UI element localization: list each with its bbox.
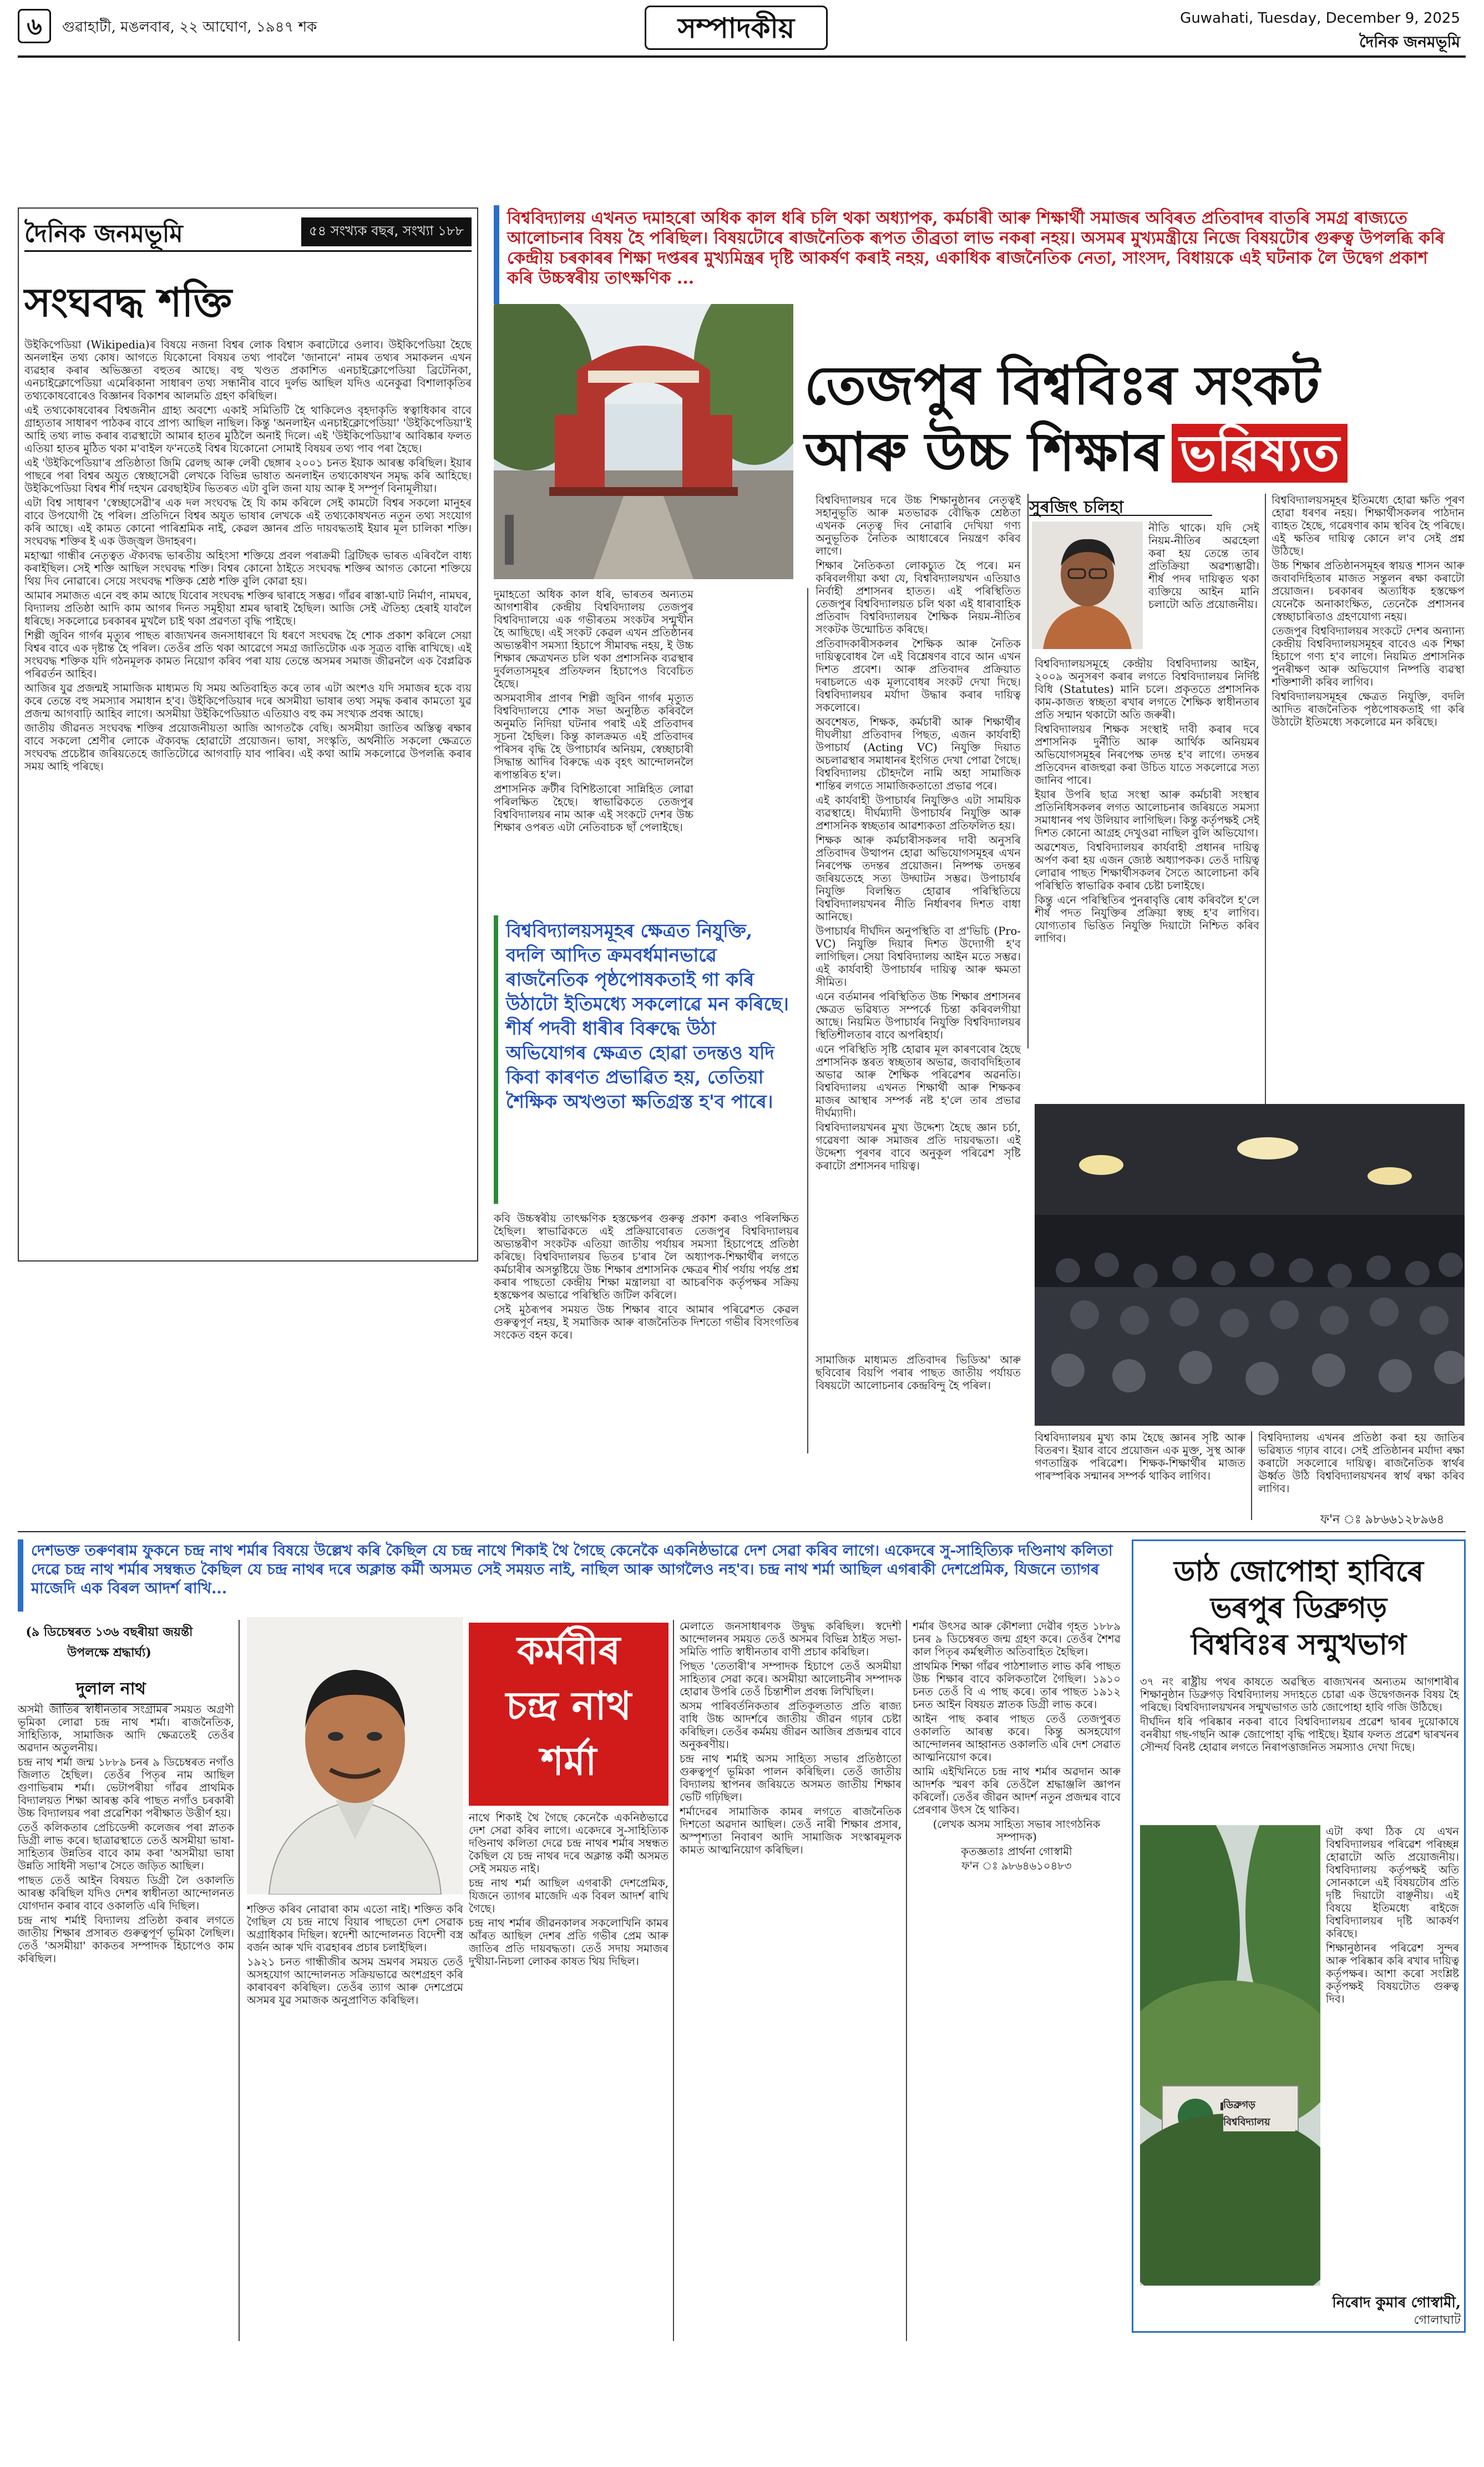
lead-paragraph: অসমবাসীৰ প্ৰাণৰ শিল্পী জুবিন গাৰ্গৰ মৃত্যুত বিশ্ববিদ্যালয়ে শোক সভা অনুষ্ঠিত কৰিবলৈ অনুমতি নিদিয়া ঘটনাৰ পৰাই এই প্ৰতিবাদৰ সূচনা হৈছিল। কিন্তু কালক্ৰমত এই প্ৰতিবাদৰ পৰিসৰ বৃদ্ধি হৈ উপাচাৰ্যৰ অনিয়ম, স্বেচ্ছাচাৰী সিদ্ধান্ত আদিৰ বিৰুদ্ধে এক বৃহৎ আন্দোলনলৈ ৰূপান্তৰিত হ'ল। <box>494 692 693 781</box>
lead-paragraph: বিশ্ববিদ্যালয়সমূহৰ ক্ষেত্ৰত নিযুক্তি, বদলি আদিত ৰাজনৈতিক পৃষ্ঠপোষকতাই গা কৰি উঠাটো ইতিমধ্যে সকলোৱে মন কৰিছে। <box>1272 690 1465 728</box>
lead-column-1c <box>494 1212 799 1456</box>
gate-sign-text: ডিব্ৰুগড় বিশ্ববিদ্যালয় <box>1223 2097 1295 2131</box>
pull-quote <box>494 915 799 1204</box>
lead-column-4 <box>1272 494 1465 1093</box>
feature-paragraph: পাছত তেওঁ আইন বিষয়ত ডিগ্ৰী লৈ ওকালতি আৰম্ভ কৰিছিল যদিও দেশৰ স্বাধীনতা আন্দোলনত যোগদান কৰাৰ বাবে ওকালতি এৰি দিছিল। <box>18 1874 234 1912</box>
lead-paragraph: দুমাহতো অধিক কাল ধৰি, ভাৰতৰ অন্যতম আগশাৰীৰ কেন্দ্ৰীয় বিশ্ববিদ্যালয় তেজপুৰ বিশ্ববিদ্যালয়ে এক গভীৰতম সংকটৰ সন্মুখীন হৈ আছিছে। এই সংকট কেৱল এখন প্ৰতিষ্ঠানৰ অভ্যন্তৰীণ সমস্যা হিচাপে সীমাবদ্ধ নহয়, ই উচ্চ শিক্ষাৰ ক্ষেত্ৰখনত চলি থকা প্ৰশাসনিক ব্যৱস্থাৰ দুৰ্বলতাসমূহৰ প্ৰতিফলন হিচাপেও বিবেচিত হৈছে। <box>494 588 693 690</box>
lead-paragraph: প্ৰতিবাদকাৰীসকলৰ শৈক্ষিক আৰু নৈতিক দায়িত্ববোধৰ লৈ এই বিশ্লেষণৰ বাবে আন এখন দিশত প্ৰবেশ। আৰু প্ৰতিবাদৰ প্ৰক্ৰিয়াত দৰাচলতে এক মূল্যবোধৰ সংকট দেখা দিছে। বিশ্ববিদ্যালয়ৰ মৰ্যাদা উদ্ধাৰ কৰাৰ দায়িত্ব সকলোৰে। <box>816 637 1021 714</box>
page-number-box: ৬ <box>18 9 51 43</box>
feature-column-4 <box>680 1620 901 2341</box>
lead-column-1 <box>494 588 693 910</box>
date-line-english: Guwahati, Tuesday, December 9, 2025 <box>1180 10 1460 27</box>
lead-paragraph: উচ্চ শিক্ষাৰ প্ৰতিষ্ঠানসমূহৰ স্বায়ত্ত শাসন আৰু জবাবদিহিতাৰ মাজত সন্তুলন ৰক্ষা কৰাটো প্ৰয়োজন। চৰকাৰৰ অত্যধিক হস্তক্ষেপ যেনেকৈ অনাকাংক্ষিত, তেনেকৈ প্ৰশাসনৰ স্বেচ্ছাচাৰিতাও গ্ৰহণযোগ্য নহয়। <box>1272 559 1465 623</box>
feature-paragraph: চন্দ্ৰ নাথ শৰ্মাই অসম সাহিত্য সভাৰ প্ৰতিষ্ঠাতো গুৰুত্বপূৰ্ণ ভূমিকা পালন কৰিছিল। তেওঁ জাতীয় বিদ্যালয় স্থাপনৰ জৰিয়তে অসমত জাতীয় শিক্ষাৰ ভেটি গঢ়িছিল। <box>680 1752 901 1804</box>
section-title: সম্পাদকীয় <box>645 6 828 50</box>
feature-paragraph: আমি এইখিনিতে চন্দ্ৰ নাথ শৰ্মাৰ অৱদান আৰু আদৰ্শক স্মৰণ কৰি তেওঁলৈ শ্ৰদ্ধাঞ্জলি জ্ঞাপন কৰিলোঁ। তেওঁৰ জীৱন আদৰ্শ নতুন প্ৰজন্মৰ বাবে প্ৰেৰণাৰ উৎস হৈ থাকিব। <box>913 1765 1121 1816</box>
editorial-paragraph: এই 'উইকিপেডিয়া'ৰ প্ৰতিষ্ঠাতা জিমি ৱেলছ আৰু লেৰী ছেঙ্গাৰ ২০০১ চনত ইয়াক আৰম্ভ কৰিছিল। ইয়াৰ পাছৰে পৰা বিশ্বৰ অযুত স্বেচ্ছাসেৱী লেখকে বিভিন্ন ভাষাত অনলাইন তথ্যকোষখন সমৃদ্ধ কৰি আহিছে। উইকিপেডিয়া বিশ্বৰ শীৰ্ষ দহখন ৱেবছাইটৰ ভিতৰত এটা বুলি জনা যায় আৰু ই সম্পূৰ্ণ বিনামূলীয়া। <box>24 457 472 495</box>
feature-title-block <box>469 1623 668 1806</box>
feature-column-5 <box>913 1620 1121 2286</box>
sidebar-title-line1: ডাঠ জোপোহা হাবিৰে <box>1173 1554 1424 1588</box>
masthead-paper-name: দৈনিক জনমভূমি <box>24 220 183 248</box>
feature-paragraph: পিছত 'তেতাৰী'ৰ সম্পাদক হিচাপে তেওঁ অসমীয়া সাহিত্যৰ সেৱা কৰে। অসমীয়া আলোচনীৰ সম্পাদক হোৱাৰ উপৰি তেওঁ চিন্তাশীল প্ৰবন্ধ লিখিছিল। <box>680 1660 901 1698</box>
editorial-paragraph: শিল্পী জুবিন গাৰ্গৰ মৃত্যুৰ পাছত ৰাজ্যখনৰ জনসাধাৰণে যি ধৰণে সংঘবদ্ধ হৈ শোক প্ৰকাশ কৰিলে সেয়া বিশ্বৰ বাবে এক দৃষ্টান্ত হৈ পৰিল। তেওঁৰ প্ৰতি থকা আৱেগে সমগ্ৰ জাতিটোক এক সূত্ৰত বান্ধি ৰাখিছে। এই সংঘবদ্ধ শক্তিক যদি গঠনমূলক কামত নিয়োগ কৰিব পৰা যায় তেন্তে অসমৰ সমাজ জীৱনলৈ এক বৈপ্লৱিক পৰিৱৰ্তন আহিব। <box>24 629 472 680</box>
lead-paragraph: বিশ্ববিদ্যালয়সমূহৰ ইতিমধ্যে হোৱা ক্ষতি পূৰণ হোৱা ধৰণৰ নহয়। শিক্ষাৰ্থীসকলৰ পাঠদান ব্যাহত হৈছে, গৱেষণাৰ কাম স্থবিৰ হৈ পৰিছে। এই ক্ষতিৰ দায়িত্ব কোনে ল'ব সেই প্ৰশ্ন উঠিছে। <box>1272 494 1465 558</box>
feature-author: দুলাল নাথ <box>50 1675 172 1705</box>
lead-paragraph: কিন্তু এনে পৰিস্থিতিৰ পুনৰাবৃত্তি ৰোধ কৰিবলৈ হ'লে শীৰ্ষ পদত নিযুক্তিৰ প্ৰক্ৰিয়া স্বচ্ছ হ'ব লাগিব। যোগ্যতাৰ ভিত্তিত নিযুক্তি দিয়াটো নিশ্চিত কৰিব লাগিব। <box>1035 894 1259 945</box>
header-paper-name: দৈনিক জনমভূমি <box>1359 33 1460 51</box>
lead-column-1b <box>702 588 791 599</box>
editorial-paragraph: এই তথ্যকোষবোৰৰ বিশ্বজনীন গ্ৰাহ্য অবশ্যে একাই সমিতিটি হৈ থাকিলেও বৃহদাকৃতি স্বত্বাধিকাৰ বাবে গ্ৰাহ্যতাৰ সাধাৰণ পাঠকৰ বাবে প্ৰাপ্য আছিল নাছিল। কিন্তু 'অনলাইন এনচাইক্লোপেডিয়া' 'উইকিপেডিয়া'ই আহি তথ্য লাভ কৰাৰ ব্যৱস্থাটো আমাৰ হাতৰ মুঠিলৈ অনাই দিলে। এই 'উইকিপেডিয়া'ৰ আবিষ্কাৰ ফলত এতিয়া হাতৰ মুঠিত থকা ম'বাইল ফ'নতেই বিশ্বৰ যিকোনো সোমাই বিষয়ৰ তথ্য পাব পৰা হৈছে। <box>24 404 472 455</box>
feature-title-line3: শৰ্মা <box>540 1738 597 1784</box>
lead-paragraph: শিক্ষক আৰু কৰ্মচাৰীসকলৰ দাবী অনুসৰি প্ৰতিবাদৰ উত্থাপন হোৱা অভিযোগসমূহৰ এখন নিৰপেক্ষ তদন্তৰ প্ৰয়োজন। নিষ্পক্ষ তদন্তৰ জৰিয়তেহে সত্য উদ্ঘাটন সম্ভৱ। উপাচাৰ্যৰ নিযুক্তি বিলম্বিত হোৱাৰ পৰিস্থিতিয়ে বিশ্ববিদ্যালয়খনৰ নীতি নিৰ্ধাৰণৰ দিশত বাধা আনিছে। <box>816 834 1021 923</box>
sidebar-title-line3: বিশ্ববিঃৰ সন্মুখভাগ <box>1191 1628 1407 1661</box>
lead-paragraph: বিশ্ববিদ্যালয়সমূহে কেন্দ্ৰীয় বিশ্ববিদ্যালয় আইন, ২০০৯ অনুসৰণ কৰাৰ লগতে বিশ্ববিদ্যালয়ৰ নিৰ্দিষ্ট বিধি (Statutes) মানি চলে। প্ৰকৃততে প্ৰশাসনিক কাম-কাজত স্বচ্ছতা ৰখাৰ লগতে শৈক্ষিক স্বাধীনতাৰ প্ৰতি সন্মান থকাটো অতি জৰুৰী। <box>1035 657 1259 721</box>
lead-paragraph: সেই মুঠৰূপৰ সময়ত উচ্চ শিক্ষাৰ বাবে আমাৰ পৰিৱেশত কেৱল গুৰুত্বপূৰ্ণ নহয়, ই সমাজিক আৰু ৰাজনৈতিক দিশতো গভীৰ বিসংগতিৰ সংকেত বহন কৰে। <box>494 1303 799 1341</box>
lead-paragraph: এই কাৰ্যবাহী উপাচাৰ্যৰ নিযুক্তিও এটা সাময়িক ব্যৱস্থাহে। দীৰ্ঘম্যাদী উপাচাৰ্যৰ নিযুক্তি আৰু প্ৰশাসনিক স্বচ্ছতাৰ আৱশ্যকতা প্ৰতিফলিত হয়। <box>816 794 1021 832</box>
dibrugarh-university-gate-photo <box>1140 1825 1320 2286</box>
feature-paragraph: শৰ্মাৰ উৎসৱ আৰু কৌশল্যা দেৱীৰ গৃহত ১৮৮৯ চনৰ ৯ ডিচেম্বৰত জন্ম গ্ৰহণ কৰে। তেওঁৰ শৈশৱ কাল পিতৃৰ কৰ্মস্থলীত অতিবাহিত হৈছিল। <box>913 1620 1121 1658</box>
feature-paragraph: ১৯২১ চনত গান্ধীজীৰ অসম ভ্ৰমণৰ সময়ত তেওঁ অসহযোগ আন্দোলনত সক্ৰিয়ভাৱে অংশগ্ৰহণ কৰি কাৰাবৰণ কৰিছিল। তেওঁৰ ত্যাগ আৰু দেশপ্ৰেমে অসমৰ যুৱ সমাজক অনুপ্ৰাণিত কৰিছিল। <box>247 1956 463 2007</box>
feature-phone: ফ'ন ঃ ৯৮৬৪৬১০৪৮৩ <box>961 1860 1072 1872</box>
lead-paragraph: বিশ্ববিদ্যালয়ৰ দৰে উচ্চ শিক্ষানুষ্ঠানৰ নেতৃত্বই সহানুভূতি আৰু মতভাৱক বৌদ্ধিক শ্ৰেষ্ঠতা এখনক নেতৃত্ব দিব নোৱাৰি দেখিয়া গণ্য অনুভূতিক নৈতিক আধাৰেৰে নিয়ন্ত্ৰণ কৰিব লাগে। <box>816 494 1021 558</box>
feature-intro-text: দেশভক্ত তৰুণৰাম ফুকনে চন্দ্ৰ নাথ শৰ্মাৰ বিষয়ে উল্লেখ কৰি কৈছিল যে চন্দ্ৰ নাথে শিকাই থৈ গৈছে কেনেকৈ একনিষ্ঠভাৱে দেশ সেৱা কৰিব লাগে। একেদৰে সু-সাহিত্যিক দণ্ডিনাথ কলিতা দেৱে চন্দ্ৰ নাথ শৰ্মাৰ সম্বন্ধত কৈছিল যে চন্দ্ৰ নাথৰ দৰে অক্লান্ত কৰ্মী অসমত সেই সময়ত নাই, নাছিল আৰু আগলৈও নহ'ব। চন্দ্ৰ নাথ শৰ্মা আছিল এগৰাকী দেশপ্ৰেমিক, যিজনে ত্যাগৰ মাজেদি এক বিৰল আদৰ্শ ৰাখি... <box>31 1542 1113 1597</box>
editorial-paragraph: জাতীয় জীৱনত সংঘবদ্ধ শক্তিৰ প্ৰয়োজনীয়তা আজি আগতকৈ বেছি। অসমীয়া জাতিৰ অস্তিত্ব ৰক্ষাৰ বাবে সকলো শ্ৰেণীৰ লোকে ঐক্যবদ্ধ হোৱাটো প্ৰয়োজন। ভাষা, সংস্কৃতি, অৰ্থনীতি সকলো ক্ষেত্ৰতে সংঘবদ্ধ প্ৰচেষ্টাৰ জৰিয়তেহে জাতিটোৱে আগবাঢ়ি যাব পাৰিব। এই কথা আমি সকলোৱে উপলব্ধি কৰাৰ সময় আহি পৰিছে। <box>24 722 472 773</box>
lead-intro-box <box>494 205 1465 310</box>
editorial-title: সংঘবদ্ধ শক্তি <box>24 278 232 326</box>
lead-paragraph: এনে বৰ্তমানৰ পৰিস্থিতিত উচ্চ শিক্ষাৰ প্ৰশাসনৰ ক্ষেত্ৰত ভৱিষ্যত সম্পৰ্কে চিন্তা কৰিবলগীয়া আছে। নিয়মিত উপাচাৰ্যৰ নিযুক্তি বিশ্ববিদ্যালয়ৰ স্থিতিশীলতাৰ বাবে অপৰিহাৰ্য। <box>816 990 1021 1041</box>
feature-paragraph: শৰ্মাদেৱৰ সামাজিক কামৰ লগতে ৰাজনৈতিক দিশতো অৱদান আছিল। তেওঁ নাৰী শিক্ষাৰ প্ৰসাৰ, অস্পৃশ্যতা নিবাৰণ আদি সামাজিক সংস্কাৰমূলক কামত আত্মনিয়োগ কৰিছিল। <box>680 1805 901 1856</box>
lead-phone: ফ'ন ঃ ৯৮৬৬১২৮৯৬৪ <box>1320 1513 1445 1527</box>
protest-photo <box>1035 1104 1465 1426</box>
feature-column-3 <box>469 1811 668 2341</box>
lead-paragraph: কবি উচ্চস্বৰীয় তাৎক্ষণিক হস্তক্ষেপৰ গুৰুত্ব প্ৰকাশ কৰাও পৰিলক্ষিত হৈছিল। স্বাভাৱিকতে এই প্ৰক্ৰিয়াবোৰত তেজপুৰ বিশ্ববিদ্যালয়ৰ অভ্যন্তৰীণ সংকটক এতিয়া জাতীয় পৰ্যায়ৰ সমস্যা হিচাপেহে প্ৰতিষ্ঠা কৰিছে। বিশ্ববিদ্যালয়ৰ ভিতৰ চ'ৰাৰ লৈ অধ্যাপক-শিক্ষাৰ্থীৰ লগতে কৰ্মচাৰীৰ অসন্তুষ্টিয়ে উচ্চ শিক্ষাৰ প্ৰশাসনিক ক্ষেত্ৰৰ শীৰ্ষ পৰ্যায় পৰ্যন্ত প্ৰশ্ন কৰাৰ পাছতো কেন্দ্ৰীয় শিক্ষা মন্ত্ৰালয়া বা আচৰণিক কৰ্তৃপক্ষৰ সক্ৰিয় হস্তক্ষেপৰ অভাৱে পৰিস্থিতি জটিল কৰিলে। <box>494 1212 799 1301</box>
lead-intro-text: বিশ্ববিদ্যালয় এখনত দমাহৰো অধিক কাল ধৰি চলি থকা অধ্যাপক, কৰ্মচাৰী আৰু শিক্ষাৰ্থী সমাজৰ অবিৰত প্ৰতিবাদৰ বাতৰি সমগ্ৰ ৰাজ্যতে আলোচনাৰ বিষয় হৈ পৰিছিল। বিষয়টোৰে ৰাজনৈতিক ৰূপত তীব্ৰতা লাভ নকৰা নহয়। অসমৰ মুখ্যমন্ত্ৰীয়ে নিজে বিষয়টোৰ গুৰুত্ব উপলব্ধি কৰি কেন্দ্ৰীয় চৰকাৰৰ শিক্ষা দপ্তৰৰ মুখ্যমিন্ত্ৰৰ দৃষ্টি আকৰ্ষণ কৰাই নহয়, একাধিক ৰাজনৈতিক নেতা, সাংসদ, বিধায়কে এই ঘটনাক লৈ উদ্বেগ প্ৰকাশ কৰি উচ্চস্বৰীয় তাৎক্ষণিক ... <box>507 209 1445 288</box>
sidebar-paragraph: ৩৭ নং ৰাষ্ট্ৰীয় পথৰ কাষতে অৱস্থিত ৰাজ্যখনৰ অন্যতম আগশাৰীৰ শিক্ষানুষ্ঠান ডিব্ৰুগড় বিশ্ববিদ্যালয় সদ্যহতে চোৱা এক উদ্বেগজনক বিষয় হৈ পৰিছে। বিশ্ববিদ্যালয়খনৰ সন্মুখভাগত ডাঠ জোপোহা হাবি গজি উঠিছে। <box>1140 1675 1459 1714</box>
lead-headline-part-a: আৰু উচ্চ শিক্ষাৰ <box>804 421 1163 483</box>
pull-quote-text: বিশ্ববিদ্যালয়সমূহৰ ক্ষেত্ৰত নিযুক্তি, বদলি আদিত ক্ৰমবৰ্ধমানভাৱে ৰাজনৈতিক পৃষ্ঠপোষকতাই গা কৰি উঠাটো ইতিমধ্যে সকলোৱে মন কৰিছে। শীৰ্ষ পদবী ধাৰীৰ বিৰুদ্ধে উঠা অভিযোগৰ ক্ষেত্ৰত হোৱা তদন্তও যদি কিবা কাৰণত প্ৰভাৱিত হয়, তেতিয়া শৈক্ষিক অখণ্ডতা ক্ষতিগ্ৰস্ত হ'ব পাৰে। <box>506 920 789 1112</box>
feature-intro-box <box>18 1539 1127 1612</box>
university-gate-photo <box>494 304 793 579</box>
masthead-volume: ৫৪ সংখ্যক বছৰ, সংখ্যা ১৮৮ <box>301 217 472 246</box>
lead-column-3b <box>1035 657 1259 1090</box>
lead-paragraph: অৱশেষত, বিশ্ববিদ্যালয়ৰ কাৰ্যবাহী প্ৰধানৰ দায়িত্ব অৰ্পণ কৰা হয় এজন জ্যেষ্ঠ অধ্যাপকক। তেওঁ দায়িত্ব লোৱাৰ পাছত শিক্ষাৰ্থীসকলৰ সৈতে আলোচনা কৰি পৰিস্থিতি স্বাভাৱিক কৰাৰ চেষ্টা চলাইছে। <box>1035 841 1259 892</box>
feature-paragraph: তেওঁ কলিকতাৰ প্ৰেচিডেন্সী কলেজৰ পৰা স্নাতক ডিগ্ৰী লাভ কৰে। ছাত্ৰাৱস্থাতে তেওঁ অসমীয়া ভাষা-সাহিত্যৰ উন্নতিৰ বাবে কাম কৰা 'অসমীয়া ভাষা উন্নতি সাধিনী সভা'ৰ সৈতে জড়িত আছিল। <box>18 1821 234 1872</box>
feature-paragraph: চন্দ্ৰ নাথ শৰ্মাৰ জীৱনকালৰ সকলোখিনি কামৰ আঁৰত আছিল দেশৰ প্ৰতি গভীৰ প্ৰেম আৰু জাতিৰ প্ৰতি দায়বদ্ধতা। তেওঁ সদায় সমাজৰ দুখীয়া-নিচলা লোকৰ কাষত থিয় দিছিল। <box>469 1917 668 1968</box>
lead-column-2-bottom <box>816 1354 1021 1456</box>
feature-column-1 <box>18 1703 234 2341</box>
feature-column-2 <box>247 1903 463 2341</box>
masthead <box>24 213 472 252</box>
lead-paragraph: নীতি থাকে। যদি সেই নিয়ম-নীতিৰ অৱহেলা কৰা হয় তেন্তে তাৰ প্ৰতিক্ৰিয়া অৱশ্যম্ভাৱী। শীৰ্ষ পদৰ দায়িত্বত থকা ব্যক্তিয়ে আইন মানি চলাটো অতি প্ৰয়োজনীয়। <box>1148 521 1259 611</box>
author-photo <box>1032 521 1143 649</box>
feature-title-line2: চন্দ্ৰ নাথ <box>505 1683 632 1729</box>
lead-byline <box>1029 494 1212 516</box>
lead-paragraph: শিক্ষাৰ নৈতিকতা লোকচ্যুত হৈ পৰে। মন কৰিবলগীয়া কথা যে, বিশ্ববিদ্যালয়খন এতিয়াও নিৰ্বাহী প্ৰশাসনৰ হাতত। এই পৰিস্থিতিত তেজপুৰ বিশ্ববিদ্যালয়ত চলি থকা এই ধাৰাবাহিক প্ৰতিবাদ বিশ্ববিদ্যালয়ৰ শৈক্ষিক নিয়ম-নীতিৰ সংকটক উন্মোচিত কৰিছে। <box>816 559 1021 636</box>
chandra-nath-sharma-portrait <box>247 1617 463 1894</box>
lead-column-2 <box>816 494 1021 1343</box>
feature-paragraph: আইন পাছ কৰাৰ পাছত তেওঁ তেজপুৰত ওকালতি আৰম্ভ কৰে। কিন্তু অসহযোগ আন্দোলনৰ আহ্বানত ওকালতি এৰি দেশ সেৱাত আত্মনিয়োগ কৰে। <box>913 1713 1121 1764</box>
editorial-paragraph: মহাত্মা গান্ধীৰ নেতৃত্বত ঐক্যবদ্ধ ভাৰতীয় অহিংসা শক্তিয়ে প্ৰবল পৰাক্ৰমী ব্ৰিটিছক ভাৰত এৰিবলৈ বাধ্য কৰাইছিল। সেই শক্তি আছিল সংঘবদ্ধ শক্তি। বিশ্বৰ কোনো ঠাইতে সংঘবদ্ধ শক্তিৰ আগত কোনো শক্তিয়ে থিয় দিব নোৱাৰে। সেয়ে সংঘবদ্ধ শক্তিক শ্ৰেষ্ঠ শক্তি বুলি কোৱা হয়। <box>24 549 472 587</box>
editorial-body <box>24 338 472 1254</box>
lead-paragraph: বিশ্ববিদ্যালয়ৰ মুখ্য কাম হৈছে জ্ঞানৰ সৃষ্টি আৰু বিতৰণ। ইয়াৰ বাবে প্ৰয়োজন এক মুক্ত, সুস্থ আৰু গণতান্ত্ৰিক পৰিৱেশ। শিক্ষক-শিক্ষাৰ্থীৰ মাজত পাৰস্পৰিক সন্মানৰ সম্পৰ্ক থাকিব লাগিব। <box>1035 1431 1245 1482</box>
editorial-paragraph: আজিৰ যুৱ প্ৰজন্মই সামাজিক মাধ্যমত যি সময় অতিবাহিত কৰে তাৰ এটা অংশও যদি সমাজৰ হকে ব্যয় কৰে তেন্তে বহু সমস্যাৰ সমাধান হ'ব। উইকিপেডিয়াৰ দৰে অসমীয়া ভাষাৰ তথ্য সমৃদ্ধ কৰাৰ কামতো যুৱ প্ৰজন্ম আগবাঢ়ি আহিব লাগে। অসমীয়া উইকিপেডিয়াত এতিয়াও বহু কম সংখ্যক প্ৰবন্ধ আছে। <box>24 682 472 720</box>
sidebar-signature-name: নিৰোদ কুমাৰ গোস্বামী, <box>1332 2294 1461 2311</box>
editorial-paragraph: উইকিপেডিয়া (Wikipedia)ৰ বিষয়ে নজনা বিশ্বৰ লোক বিশ্বাস কৰাটোৱে ওলাব। উইকিপেডিয়া হৈছে অনলাইন তথ্য কোষ। আগতে যিকোনো বিষয়ৰ তথ্য পাবলৈ 'জানানে' নামৰ তথ্যৰ সমাকলন এখন ব্যৱহাৰ কৰাৰ অভিজ্ঞতা বহুতৰ আছে। বহু খণ্ডত প্ৰকাশিত এনচাইক্লোপেডিয়া ব্ৰিটেনিকা, এনচাইক্লোপেডিয়া এমেৰিকানা সাধাৰণ তথ্য সন্ধানীৰ বাবে দুৰ্লভ আছিল যদিও এনেকুৱা বিশালাকৃতিৰ তথ্যকোষবোৰেও বিজ্ঞানৰ বিকাশৰ আলমতি গ্ৰহণ কৰিছিল। <box>24 338 472 402</box>
lead-paragraph: সামাজিক মাধ্যমত প্ৰতিবাদৰ ভিডিঅ' আৰু ছবিবোৰ বিয়পি পৰাৰ পাছত জাতীয় পৰ্যায়ত বিষয়টো আলোচনাৰ কেন্দ্ৰবিন্দু হৈ পৰিল। <box>816 1354 1021 1392</box>
lead-paragraph: বিশ্ববিদ্যালয়খনৰ মুখ্য উদ্দেশ্য হৈছে জ্ঞান চৰ্চা, গৱেষণা আৰু সমাজৰ প্ৰতি দায়বদ্ধতা। এই উদ্দেশ্য পূৰণৰ বাবে অনুকূল পৰিৱেশ সৃষ্টি কৰাটো প্ৰশাসনৰ দায়িত্ব। <box>816 1121 1021 1172</box>
feature-paragraph: প্ৰাথমিক শিক্ষা গাঁৱৰ পাঠশালাত লাভ কৰি পাছত উচ্চ শিক্ষাৰ বাবে কলিকতালৈ গৈছিল। ১৯১০ চনত তেওঁ বি এ পাছ কৰে। তাৰ পাছত ১৯১২ চনত আইন বিষয়ত স্নাতক ডিগ্ৰী লাভ কৰে। <box>913 1660 1121 1711</box>
sidebar-title-line2: ভৰপুৰ ডিব্ৰুগড় <box>1210 1591 1387 1625</box>
lead-paragraph: এনে পৰিস্থিতি সৃষ্টি হোৱাৰ মূল কাৰণবোৰ হৈছে প্ৰশাসনিক স্তৰত স্বচ্ছতাৰ অভাৱ, জবাবদিহিতাৰ অভাৱ আৰু শৈক্ষিক পৰিৱেশৰ অৱনতি। বিশ্ববিদ্যালয় এখনত শিক্ষাৰ্থী আৰু শিক্ষকৰ মাজৰ আস্থাৰ সম্পৰ্ক নষ্ট হ'লে তাৰ প্ৰভাৱ দীৰ্ঘম্যাদী। <box>816 1043 1021 1119</box>
lead-paragraph: ইয়াৰ উপৰি ছাত্ৰ সংস্থা আৰু কৰ্মচাৰী সংস্থাৰ প্ৰতিনিধিসকলৰ লগত আলোচনাৰ জৰিয়তে সমস্যা সমাধানৰ পথ উলিয়াব লাগিছিল। কিন্তু কৰ্তৃপক্ষই সেই দিশত কোনো আগ্ৰহ দেখুওৱা নাছিল বুলি অভিযোগ। <box>1035 788 1259 839</box>
lead-headline-line1: তেজপুৰ বিশ্ববিঃৰ সংকট <box>804 354 1320 417</box>
feature-paragraph: চন্দ্ৰ নাথ শৰ্মা আছিল এগৰাকী দেশপ্ৰেমিক, যিজনে ত্যাগৰ মাজেদি এক বিৰল আদৰ্শ ৰাখি গৈছে। <box>469 1877 668 1915</box>
lead-paragraph: বিশ্ববিদ্যালয় এখনৰ প্ৰতিষ্ঠা কৰা হয় জাতিৰ ভৱিষ্যত গঢ়াৰ বাবে। সেই প্ৰতিষ্ঠানৰ মৰ্যাদা ৰক্ষা কৰাটো সকলোৰে দায়িত্ব। ৰাজনৈতিক স্বাৰ্থৰ ঊৰ্ধ্বত উঠি বিশ্ববিদ্যালয়খনৰ স্বাৰ্থ ৰক্ষা কৰিব লাগিব। <box>1258 1431 1465 1495</box>
date-line-assamese: গুৱাহাটী, মঙলবাৰ, ২২ আঘোণ, ১৯৪৭ শক <box>62 19 317 36</box>
page-header <box>18 6 1466 55</box>
lead-headline-line2 <box>804 422 1465 488</box>
editorial-paragraph: এটা বিশ্ব সাধাৰণ 'স্বেচ্ছাসেৱী'ৰ এক দল সংঘবদ্ধ হৈ যি কাম কৰিলে সেই কামটো বিশ্বৰ সকলো মানুহৰ বাবে উপযোগী হৈ পৰিল। প্ৰতিদিনে বিশ্বৰ অযুত ভাষাৰ লেখকে এই তথ্যকোষখনত নতুন তথ্য সংযোগ কৰি আছে। এই কামত কোনো পাৰিশ্ৰমিক নাই, কেৱল জ্ঞানৰ প্ৰতি দায়বদ্ধতাই ইয়াৰ মূল চালিকা শক্তি। সংঘবদ্ধ শক্তিৰ ই এক উজ্জ্বল উদাহৰণ। <box>24 497 472 548</box>
feature-paragraph: নাথে শিকাই থৈ গৈছে কেনেকৈ একনিষ্ঠভাৱে দেশ সেৱা কৰিব লাগে। একেদৰে সু-সাহিত্যিক দণ্ডিনাথ কলিতা দেৱে চন্দ্ৰ নাথৰ শৰ্মাৰ সম্বন্ধত কৈছিল যে চন্দ্ৰ নাথৰ দৰে অক্লান্ত কৰ্মী অসমত সেই সময়ত নাই। <box>469 1811 668 1875</box>
sidebar-signature-place: গোলাঘাট <box>1414 2313 1461 2327</box>
sidebar-paragraph: এটা কথা ঠিক যে এখন বিশ্ববিদ্যালয়ৰ পৰিৱেশ পৰিচ্ছন্ন হোৱাটো অতি প্ৰয়োজনীয়। বিশ্ববিদ্যালয় কৰ্তৃপক্ষই অতি সোনকালে এই বিষয়টোৰ প্ৰতি দৃষ্টি দিয়াটো বাঞ্ছনীয়। এই বিষয়ে ইতিমধ্যে ৰাইজে বিশ্ববিদ্যালয়ৰ দৃষ্টি আকৰ্ষণ কৰিছে। <box>1326 1825 1459 1940</box>
feature-thanks: কৃতজ্ঞতাঃ প্ৰাৰ্থনা গোস্বামী <box>961 1845 1072 1858</box>
lead-column-3 <box>1148 521 1259 655</box>
lead-paragraph: বিশ্ববিদ্যালয়ৰ শিক্ষক সংস্থাই দাবী কৰাৰ দৰে প্ৰশাসনিক দুৰ্নীতি আৰু আৰ্থিক অনিয়মৰ অভিযোগসমূহৰ নিৰপেক্ষ তদন্ত হ'ব লাগে। তদন্তৰ প্ৰতিবেদন ৰাজহুৱা কৰা উচিত যাতে সকলোৱে সত্য জানিব পাৰে। <box>1035 723 1259 787</box>
feature-subnote: (৯ ডিচেম্বৰত ১৩৬ বছৰীয়া জয়ন্তী উপলক্ষে শ্ৰদ্ধাৰ্ঘ্য) <box>26 1625 193 1660</box>
lead-author: সুৰজিৎ চলিহা <box>1029 498 1124 517</box>
feature-paragraph: অসমী জাতিৰ স্বাধীনতাৰ সংগ্ৰামৰ সময়ত অগ্ৰণী ভূমিকা লোৱা চন্দ্ৰ নাথ শৰ্মা। ৰাজনৈতিক, সাহিত্যিক, সামাজিক আদি ক্ষেত্ৰতেই তেওঁৰ অৱদান অতুলনীয়। <box>18 1703 234 1754</box>
lead-column-4-bottom <box>1258 1431 1465 1503</box>
lead-paragraph: উপাচাৰ্যৰ দীৰ্ঘদিন অনুপস্থিতি বা প্ৰ'ভিচি (Pro-VC) নিযুক্তি দিয়াৰ দিশত উদ্যোগী হ'ব লাগিছিল। সেয়া বিশ্ববিদ্যালয় আইন মতে সম্ভৱ। এই কাৰ্যবাহী উপাচাৰ্যৰ দায়িত্ব আৰু ক্ষমতা সীমিত। <box>816 925 1021 989</box>
feature-author-note: (লেখক অসম সাহিত্য সভাৰ সাংগঠনিক সম্পাদক) <box>933 1818 1101 1843</box>
feature-paragraph: মেলাতে জনসাধাৰণক উদ্বুদ্ধ কৰিছিল। স্বদেশী আন্দোলনৰ সময়ত তেওঁ অসমৰ বিভিন্ন ঠাইত সভা-সমিতি পাতি স্বাধীনতাৰ বাণী প্ৰচাৰ কৰিছিল। <box>680 1620 901 1658</box>
lead-paragraph: তেজপুৰ বিশ্ববিদ্যালয়ৰ সংকটে দেশৰ অন্যান্য কেন্দ্ৰীয় বিশ্ববিদ্যালয়সমূহৰ বাবেও এক শিক্ষা হিচাপে গণ্য হ'ব লাগে। নিয়মিত প্ৰশাসনিক পুনৰীক্ষণ আৰু অভিযোগ নিষ্পত্তি ব্যৱস্থা শক্তিশালী কৰিব লাগিব। <box>1272 625 1465 688</box>
editorial-paragraph: আমাৰ সমাজত এনে বহু কাম আছে যিবোৰ সংঘবদ্ধ শক্তিৰ দ্বাৰাহে সম্ভৱ। গাঁৱৰ ৰাস্তা-ঘাট নিৰ্মাণ, নামঘৰ, বিদ্যালয় প্ৰতিষ্ঠা আদি কাম আগৰ দিনত সমূহীয়া শ্ৰমৰ দ্বাৰাই হৈছিল। আজি সেই ঐতিহ্য হেৰাই যাবলৈ ধৰিছে। সকলোৱে চৰকাৰৰ মুখলৈ চাই থকা প্ৰৱণতা বৃদ্ধি পাইছে। <box>24 589 472 627</box>
lead-column-3-bottom <box>1035 1431 1245 1509</box>
feature-paragraph: অসম পাৰিবৰ্তনিকতাৰ প্ৰতিকূলতাত প্ৰতি ৰাজ্য বাধি উচ্চ আদৰ্শৰে জাতীয় জীৱন গঢ়াৰ চেষ্টা কৰিছিল। তেওঁৰ কৰ্মময় জীৱন আজিৰ প্ৰজন্মৰ বাবে অনুকৰণীয়। <box>680 1700 901 1751</box>
sidebar-body-bottom <box>1326 1825 1459 2286</box>
lead-paragraph: প্ৰশাসনিক ক্ৰটীৰ বিশিষ্টতাৰো সান্নিহিত লোৱা পৰিলক্ষিত হৈছে। স্বাভাৱিকতে তেজপুৰ বিশ্ববিদ্যালয়ৰ নাম আৰু এই সংকটে দেশৰ উচ্চ শিক্ষাৰ ওপৰত এটা নেতিবাচক ছাঁ পেলাইছে। <box>494 783 693 834</box>
sidebar-paragraph: শিক্ষানুষ্ঠানৰ পৰিৱেশ সুন্দৰ আৰু পৰিষ্কাৰ কৰি ৰখাৰ দায়িত্ব কৰ্তৃপক্ষৰ। আশা কৰো সংশ্লিষ্ট কৰ্তৃপক্ষই বিষয়টোত গুৰুত্ব দিব। <box>1326 1942 1459 2005</box>
feature-paragraph: চন্দ্ৰ নাথ শৰ্মাই বিদ্যালয় প্ৰতিষ্ঠা কৰাৰ লগতে জাতীয় শিক্ষাৰ প্ৰসাৰত গুৰুত্বপূৰ্ণ ভূমিকা লৈছিল। তেওঁ 'অসমীয়া' কাকতৰ সম্পাদক হিচাপেও কাম কৰিছিল। <box>18 1914 234 1965</box>
sidebar-body-top <box>1140 1675 1459 1820</box>
lead-headline-part-b: ভৱিষ্যত <box>1172 424 1348 483</box>
feature-paragraph: চন্দ্ৰ নাথ শৰ্মা জন্ম ১৮৮৯ চনৰ ৯ ডিচেম্বৰত নগাঁও জিলাত হৈছিল। তেওঁৰ পিতৃৰ নাম আছিল গুণাভিৰাম শৰ্মা। ভেটাপৰীয়া গাঁৱৰ প্ৰাথমিক বিদ্যালয়ত শিক্ষা আৰম্ভ কৰি পাছত নগাঁও চৰকাৰী উচ্চ বিদ্যালয়ৰ পৰা প্ৰৱেশিকা পৰীক্ষাত উত্তীৰ্ণ হয়। <box>18 1756 234 1820</box>
feature-paragraph: শক্তিত কৰিব নোৱাৰা কাম এতো নাই। শক্তিত কৰি গৈছিল যে চন্দ্ৰ নাথে বিয়াৰ পাছতো দেশ সেৱাক অগ্ৰাধিকাৰ দিছিল। স্বদেশী আন্দোলনত বিদেশী বস্ত্ৰ বৰ্জন আৰু খদি ব্যৱহাৰৰ প্ৰচাৰ চলাইছিল। <box>247 1903 463 1954</box>
feature-title-line1: কৰ্মবীৰ <box>516 1627 621 1673</box>
lead-paragraph: অবশেষত, শিক্ষক, কৰ্মচাৰী আৰু শিক্ষাৰ্থীৰ দীঘলীয়া প্ৰতিবাদৰ পিছত, এজন কাৰ্যবাহী উপাচাৰ্য (Acting VC) নিযুক্তি দিয়াত অচলাৱস্থাৰ সমাধানৰ ইংগিত দেখা পোৱা গৈছে। বিশ্ববিদ্যালয় চৌহদলৈ নামি অহা সামাজিক শান্তিৰ লগতে সামাজিকতাতো প্ৰভাৱ পৰে। <box>816 716 1021 792</box>
sidebar-paragraph: দীৰ্ঘদিন ধৰি পৰিষ্কাৰ নকৰা বাবে বিশ্ববিদ্যালয়ৰ প্ৰৱেশ দ্বাৰৰ দুয়োকাষে বনৰীয়া গছ-গছনি আৰু জোপোহা বৃদ্ধি পাইছে। ইয়াৰ ফলত প্ৰৱেশ দ্বাৰখনৰ সৌন্দৰ্য বিনষ্ট হোৱাৰ লগতে নিৰাপত্তাজনিত সমস্যাও দেখা দিছে। <box>1140 1715 1459 1754</box>
